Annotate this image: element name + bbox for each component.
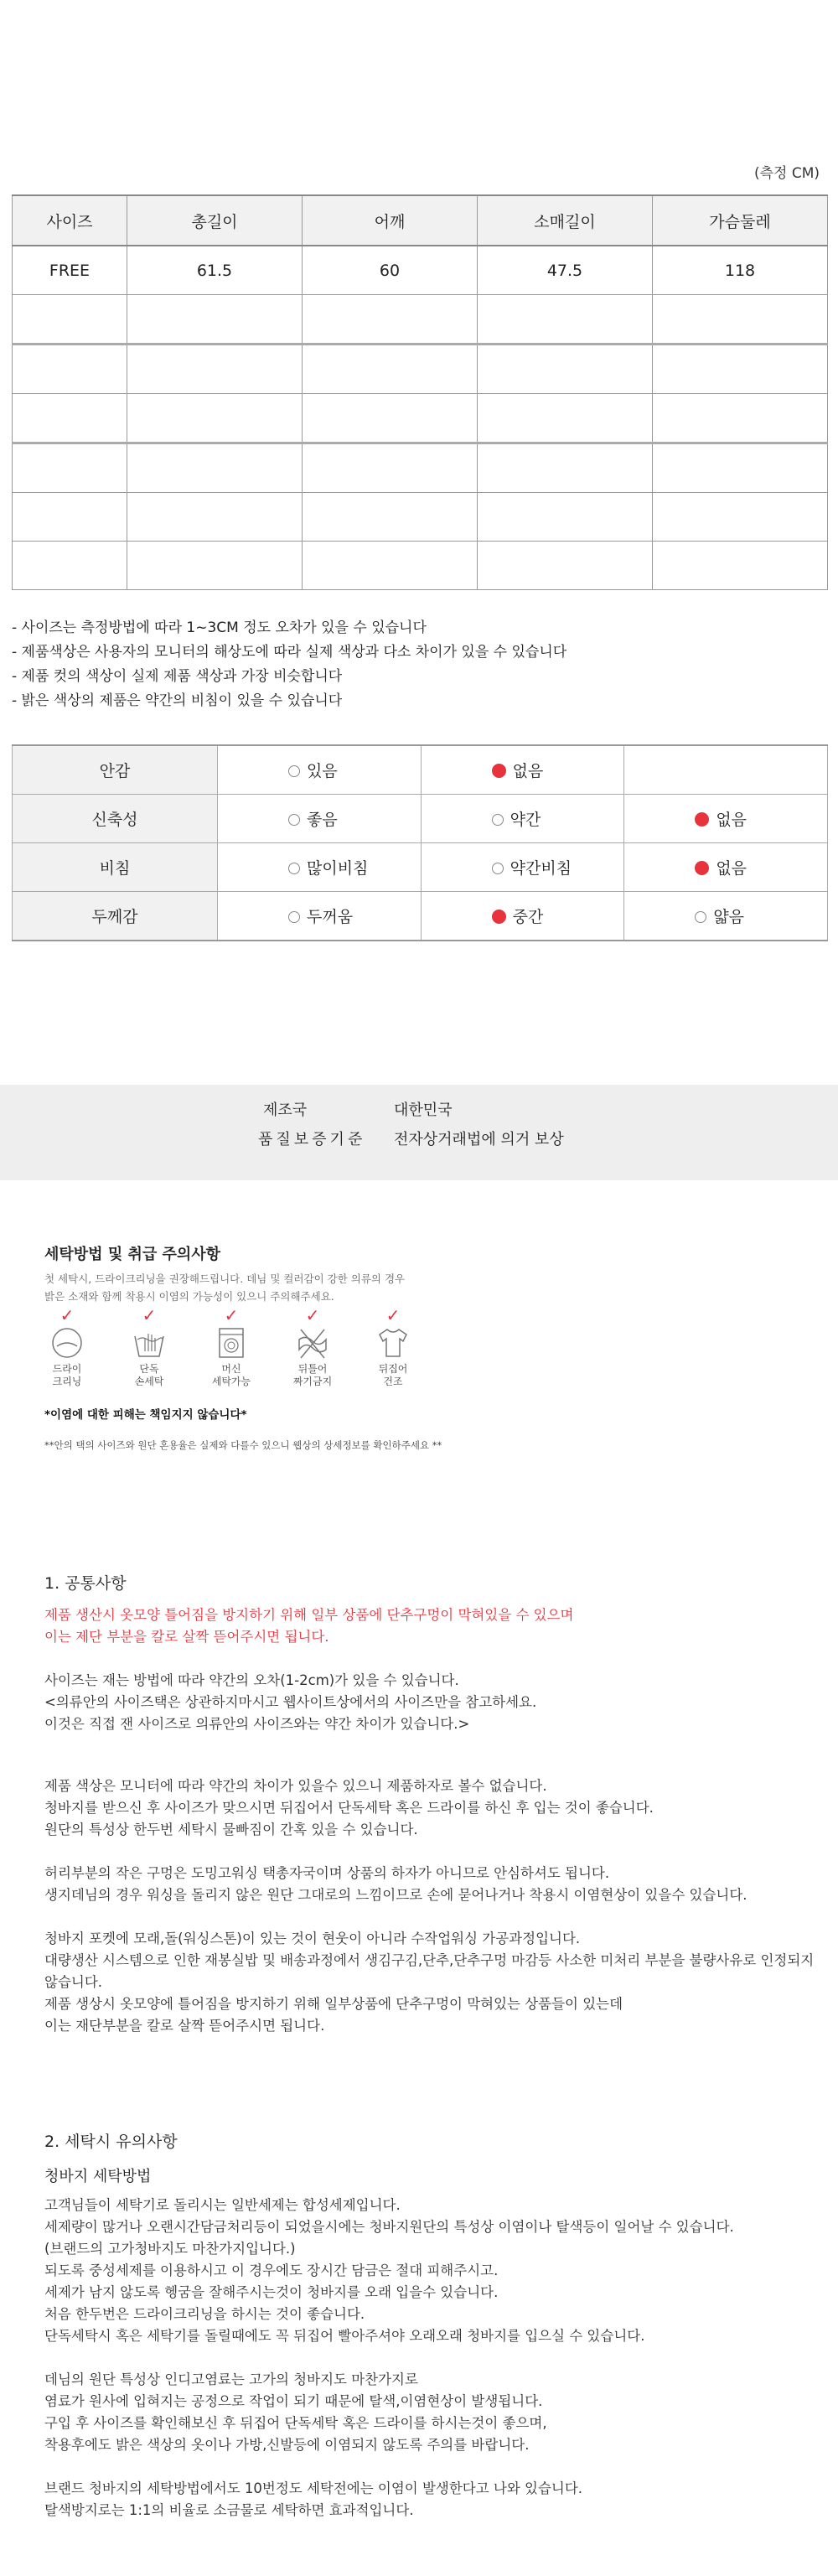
radio-empty-icon [695,911,706,923]
property-label: 신축성 [13,795,218,843]
note-line: - 제품색상은 사용자의 모니터의 해상도에 따라 실제 색상과 다소 차이가 있을 수 있습니다 [12,644,567,661]
size-table-header [13,195,828,246]
cell-shoulder: 60 [303,246,478,295]
table-row-empty [13,443,828,493]
section2-brand-note: 브랜드 청바지의 세탁방법에서도 10번정도 세탁전에는 이염이 발생한다고 나와 있습니다. 탈색방지로는 1:1의 비율로 소금물로 세탁하면 효과적입니다. [44,2480,583,2518]
product-info-band [0,1085,838,1180]
check-icon: ✓ [224,1305,239,1325]
section1-title: 1. 공통사항 [44,1574,127,1593]
table-row-empty [13,394,828,443]
measure-unit: (측정 CM) [753,165,820,182]
section1-pocket-note: 청바지 포켓에 모래,돌(워싱스톤)이 있는 것이 현웃이 아니라 수작업워싱 가공과정입니다. 대량생산 시스템으로 인한 재봉실밥 및 배송과정에서 생김구김,단추,단추구멍 마감등 사소한 미처리 부분을 불량사유로 인정되지 않습니다. 제품 생상시 옷모양에 틀어짐을 방지하기 위해 일부상품에 단추구멍이 막혀있는 상품들이 있는데 이는 재단부분을 칼로 살짝 뜯어주시면 됩니다. [44,1931,815,2034]
radio-empty-icon [288,911,300,923]
no-wring-icon [296,1326,329,1360]
check-icon: ✓ [142,1305,157,1325]
radio-selected-icon [492,764,506,778]
property-row-stretch [13,795,828,843]
option-slightly-sheer: 약간비침 [421,843,624,892]
radio-selected-icon [695,812,709,827]
care-item: ✓ 드라이 크리닝 [42,1306,92,1388]
section2-detergent-note: 고객님들이 세탁기로 돌리시는 일반세제는 합성세제입니다. 세제량이 많거나 오랜시간담금처리등이 되었을시에는 청바지원단의 특성상 이염이나 탈색등이 일어날 수 있습니다. (브랜드의 고가청바지도 마찬가지입니다.) 되도록 중성세제를 이용하시고 이 경우에도 장시간 담금은 절대 피해주시고. 세제가 남지 않도록 헹굼을 잘해주시는것이 청바지를 오래 입을수 있습니다. 처음 한두번은 드라이크리닝을 하시는 것이 좋습니다. 단독세탁시 혹은 세탁기를 돌릴때에도 꼭 뒤집어 빨아주셔야 오래오래 청바지를 입으실 수 있습니다. [44,2197,734,2344]
table-row-empty [13,295,828,345]
section2-title: 2. 세탁시 유의사항 [44,2133,178,2151]
warranty-label: 품질보증기준 [258,1131,366,1148]
table-row-empty [13,542,828,590]
cell-chest: 118 [653,246,828,295]
radio-selected-icon [695,861,709,875]
property-row-lining [13,745,828,795]
header-shoulder: 어깨 [303,195,478,246]
hand-wash-icon [132,1326,166,1360]
machine-wash-icon [215,1326,248,1360]
option-have: 있음 [218,745,422,795]
radio-selected-icon [492,910,506,924]
care-item: ✓ 뒤집어 건조 [368,1306,418,1388]
option-thick: 두꺼움 [218,892,422,941]
property-label: 안감 [13,745,218,795]
radio-empty-icon [288,863,300,874]
radio-empty-icon [492,863,504,874]
option-very-sheer: 많이비침 [218,843,422,892]
radio-empty-icon [288,814,300,826]
dry-clean-icon [50,1326,84,1360]
section1-red-notice: 제품 생산시 옷모양 틀어짐을 방지하기 위해 일부 상품에 단추구멍이 막혀있을 수 있으며 이는 제단 부분을 칼로 살짝 뜯어주시면 됩니다. [44,1607,574,1645]
check-icon: ✓ [385,1305,401,1325]
care-item: ✓ 뒤틀어 짜기금지 [287,1306,338,1388]
size-notes [12,616,566,713]
section1-size-note: 사이즈는 재는 방법에 따라 약간의 오차(1-2cm)가 있을 수 있습니다. <의류안의 사이즈택은 상관하지마시고 웹사이트상에서의 사이즈만을 참고하세요. 이것은 직접 잰 사이즈로 의류안의 사이즈와는 약간 차이가 있습니다.> [44,1672,537,1732]
cell-size: FREE [13,246,127,295]
header-length: 총길이 [127,195,303,246]
option-none: 없음 [624,795,828,843]
section2-subtitle: 청바지 세탁방법 [44,2168,152,2185]
option-none: 없음 [421,745,624,795]
option-slight: 약간 [421,795,624,843]
table-row [13,246,828,295]
origin-label: 제조국 [263,1101,308,1119]
care-title: 세탁방법 및 취급 주의사항 [44,1246,221,1263]
header-sleeve: 소매길이 [478,195,653,246]
section2-denim-note: 데님의 원단 특성상 인디고염료는 고가의 청바지도 마찬가지로 염료가 원사에 입혀지는 공정으로 작업이 되기 때문에 탈색,이염현상이 발생됩니다. 구입 후 사이즈를 확인해보신 후 뒤집어 단독세탁 혹은 드라이를 하시는것이 좋으며, 착용후에도 밝은 색상의 옷이나 가방,신발등에 이염되지 않도록 주의를 바랍니다. [44,2371,547,2453]
care-icons [42,1306,427,1398]
header-size: 사이즈 [13,195,127,246]
liability-notice: *이염에 대한 피해는 책임지지 않습니다* [44,1408,247,1422]
table-row-empty [13,493,828,542]
inside-out-dry-icon [376,1326,410,1360]
property-row-thickness [13,892,828,941]
header-chest: 가슴둘레 [653,195,828,246]
cell-sleeve: 47.5 [478,246,653,295]
option-none: 없음 [624,843,828,892]
warranty-value: 전자상거래법에 의거 보상 [394,1131,564,1148]
option-medium: 중간 [421,892,624,941]
note-line: - 제품 컷의 색상이 실제 제품 색상과 가장 비슷합니다 [12,668,343,685]
tag-notice: **안의 택의 사이즈와 원단 혼용율은 실제와 다를수 있으니 웹상의 상세정보를 확인하주세요 ** [44,1439,442,1451]
fabric-property-table [12,744,828,941]
note-line: - 사이즈는 측정방법에 따라 1~3CM 정도 오차가 있을 수 있습니다 [12,619,427,636]
section1-color-note: 제품 색상은 모니터에 따라 약간의 차이가 있을수 있으니 제품하자로 볼수 없습니다. 청바지를 받으신 후 사이즈가 맞으시면 뒤집어서 단독세탁 혹은 드라이를 하신 후 입는 것이 좋습니다. 원단의 특성상 한두번 세탁시 물빠짐이 간혹 있을 수 있습니다. [44,1778,654,1837]
table-row-empty [13,345,828,394]
check-icon: ✓ [305,1305,320,1325]
care-item: ✓ 단독 손세탁 [124,1306,174,1388]
radio-empty-icon [492,814,504,826]
option-good: 좋음 [218,795,422,843]
property-label: 두께감 [13,892,218,941]
property-label: 비침 [13,843,218,892]
size-table [12,194,828,590]
care-description: 첫 세탁시, 드라이크리닝을 권장해드립니다. 데님 및 컬러감이 강한 의류의 경우 밝은 소재와 함께 착용시 이염의 가능성이 있으니 주의해주세요. [44,1272,406,1303]
check-icon: ✓ [59,1305,75,1325]
origin-value: 대한민국 [394,1101,453,1119]
cell-length: 61.5 [127,246,303,295]
property-row-sheer [13,843,828,892]
note-line: - 밝은 색상의 제품은 약간의 비침이 있을 수 있습니다 [12,692,343,709]
radio-empty-icon [288,765,300,777]
care-item: ✓ 머신 세탁가능 [206,1306,256,1388]
option-thin: 얇음 [624,892,828,941]
section1-waist-note: 허리부분의 작은 구멍은 도밍고워싱 택총자국이며 상품의 하자가 아니므로 안심하셔도 됩니다. 생지데님의 경우 워싱을 돌리지 않은 원단 그대로의 느낌이므로 손에 묻어나거나 착용시 이염현상이 있을수 있습니다. [44,1865,747,1903]
